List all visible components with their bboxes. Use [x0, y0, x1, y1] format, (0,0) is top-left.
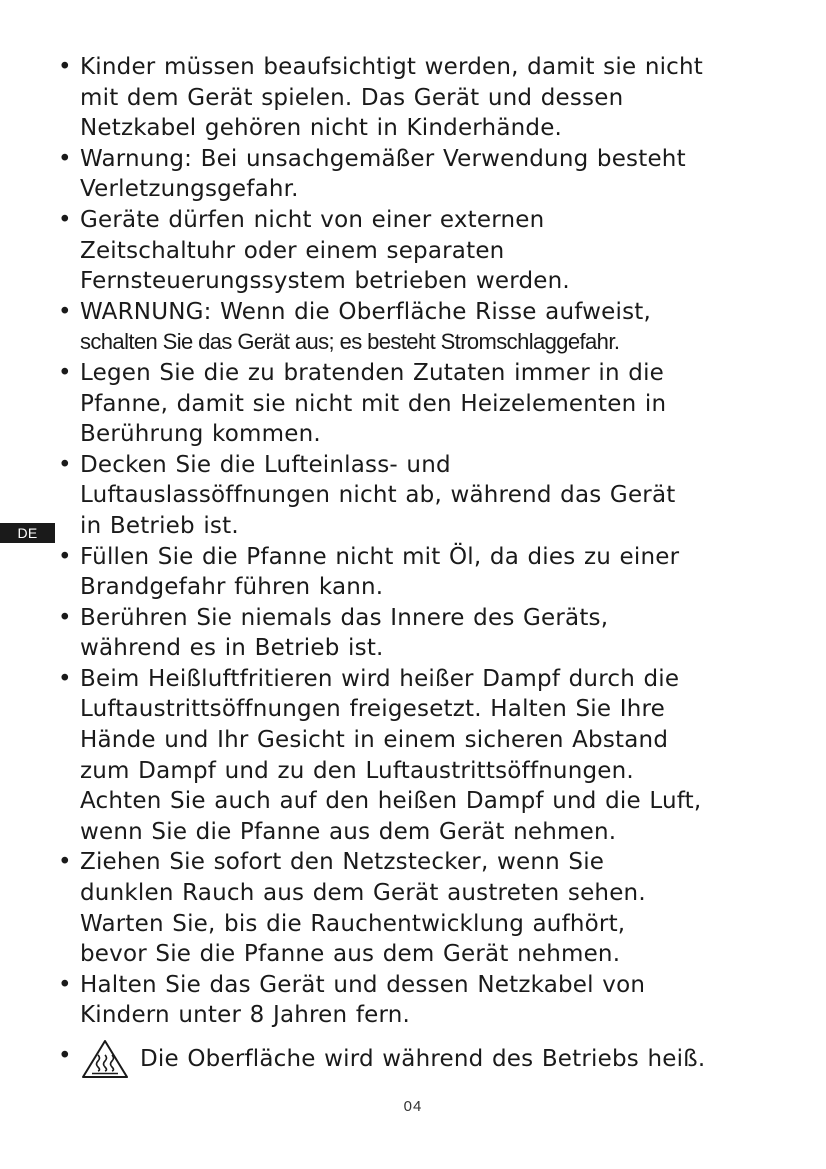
safety-instructions-list — [58, 52, 778, 1079]
text-line: Zeitschaltuhr oder einem separaten — [80, 237, 505, 264]
text-line: Geräte dürfen nicht von einer externen — [80, 206, 545, 233]
text-line: bevor Sie die Pfanne aus dem Gerät nehmen. — [80, 941, 621, 968]
text-line: Brandgefahr führen kann. — [80, 574, 384, 601]
text-line: Verletzungsgefahr. — [80, 176, 299, 203]
bullet-icon: • — [58, 1043, 72, 1069]
text-line: Füllen Sie die Pfanne nicht mit Öl, da dies zu einer — [80, 543, 680, 570]
page-number: 04 — [403, 1098, 423, 1115]
text-line: dunklen Rauch aus dem Gerät austreten sehen. — [80, 880, 646, 907]
bullet-icon: • — [58, 543, 72, 570]
hot-surface-text: Die Oberfläche wird während des Betriebs heiß. — [140, 1046, 706, 1072]
text-line: Decken Sie die Lufteinlass- und — [80, 451, 451, 478]
text-line: Kindern unter 8 Jahren fern. — [80, 1002, 411, 1029]
bullet-icon: • — [58, 849, 72, 876]
text-line: Berühren Sie niemals das Innere des Geräts, — [80, 604, 609, 631]
bullet-icon: • — [58, 451, 72, 478]
list-item — [58, 144, 778, 205]
bullet-icon: • — [58, 145, 72, 172]
bullet-icon: • — [58, 54, 72, 80]
language-tab: DE — [0, 523, 55, 543]
text-line: Kinder müssen beaufsichtigt werden, damit sie nicht — [80, 54, 704, 80]
list-item — [58, 970, 778, 1031]
bullet-icon: • — [58, 665, 72, 692]
hot-surface-warning-icon — [80, 1039, 130, 1079]
bullet-icon: • — [58, 206, 72, 233]
text-line: schalten Sie das Gerät aus; es besteht Stromschlaggefahr. — [80, 329, 620, 355]
text-line: wenn Sie die Pfanne aus dem Gerät nehmen. — [80, 818, 617, 845]
bullet-icon: • — [58, 298, 72, 325]
text-line: Hände und Ihr Gesicht in einem sicheren Abstand — [80, 727, 669, 754]
text-line: Fernsteuerungssystem betrieben werden. — [80, 268, 570, 295]
text-line: während es in Betrieb ist. — [80, 635, 384, 662]
text-line: in Betrieb ist. — [80, 512, 239, 539]
text-line: Netzkabel gehören nicht in Kinderhände. — [80, 115, 563, 142]
list-item — [58, 205, 778, 297]
bullet-icon: • — [58, 604, 72, 631]
list-item — [58, 603, 778, 664]
list-item — [58, 450, 778, 542]
text-line: Ziehen Sie sofort den Netzstecker, wenn Sie — [80, 849, 605, 876]
text-line: Luftauslassöffnungen nicht ab, während das Gerät — [80, 482, 676, 509]
text-line: Warnung: Bei unsachgemäßer Verwendung besteht — [80, 145, 686, 172]
text-line: Luftaustrittsöffnungen freigesetzt. Halten Sie Ihre — [80, 696, 666, 723]
list-item — [58, 664, 778, 848]
list-item — [58, 542, 778, 603]
list-item — [58, 847, 778, 969]
text-line: WARNUNG: Wenn die Oberfläche Risse aufweist, — [80, 298, 651, 325]
text-line: Achten Sie auch auf den heißen Dampf und die Luft, — [80, 788, 702, 815]
bullet-icon: • — [58, 971, 72, 998]
text-line: Pfanne, damit sie nicht mit den Heizelementen in — [80, 390, 667, 417]
text-line: Legen Sie die zu bratenden Zutaten immer in die — [80, 359, 665, 386]
text-line: Warten Sie, bis die Rauchentwicklung aufhört, — [80, 910, 626, 937]
list-item — [58, 52, 778, 144]
text-line: mit dem Gerät spielen. Das Gerät und dessen — [80, 84, 624, 111]
text-line: Halten Sie das Gerät und dessen Netzkabel von — [80, 971, 646, 998]
text-line: zum Dampf und zu den Luftaustrittsöffnungen. — [80, 757, 634, 784]
list-item — [58, 358, 778, 450]
list-item — [58, 297, 778, 358]
bullet-icon: • — [58, 359, 72, 386]
text-line: Beim Heißluftfritieren wird heißer Dampf durch die — [80, 665, 680, 692]
text-line: Berührung kommen. — [80, 421, 321, 448]
hot-surface-warning — [58, 1039, 778, 1079]
